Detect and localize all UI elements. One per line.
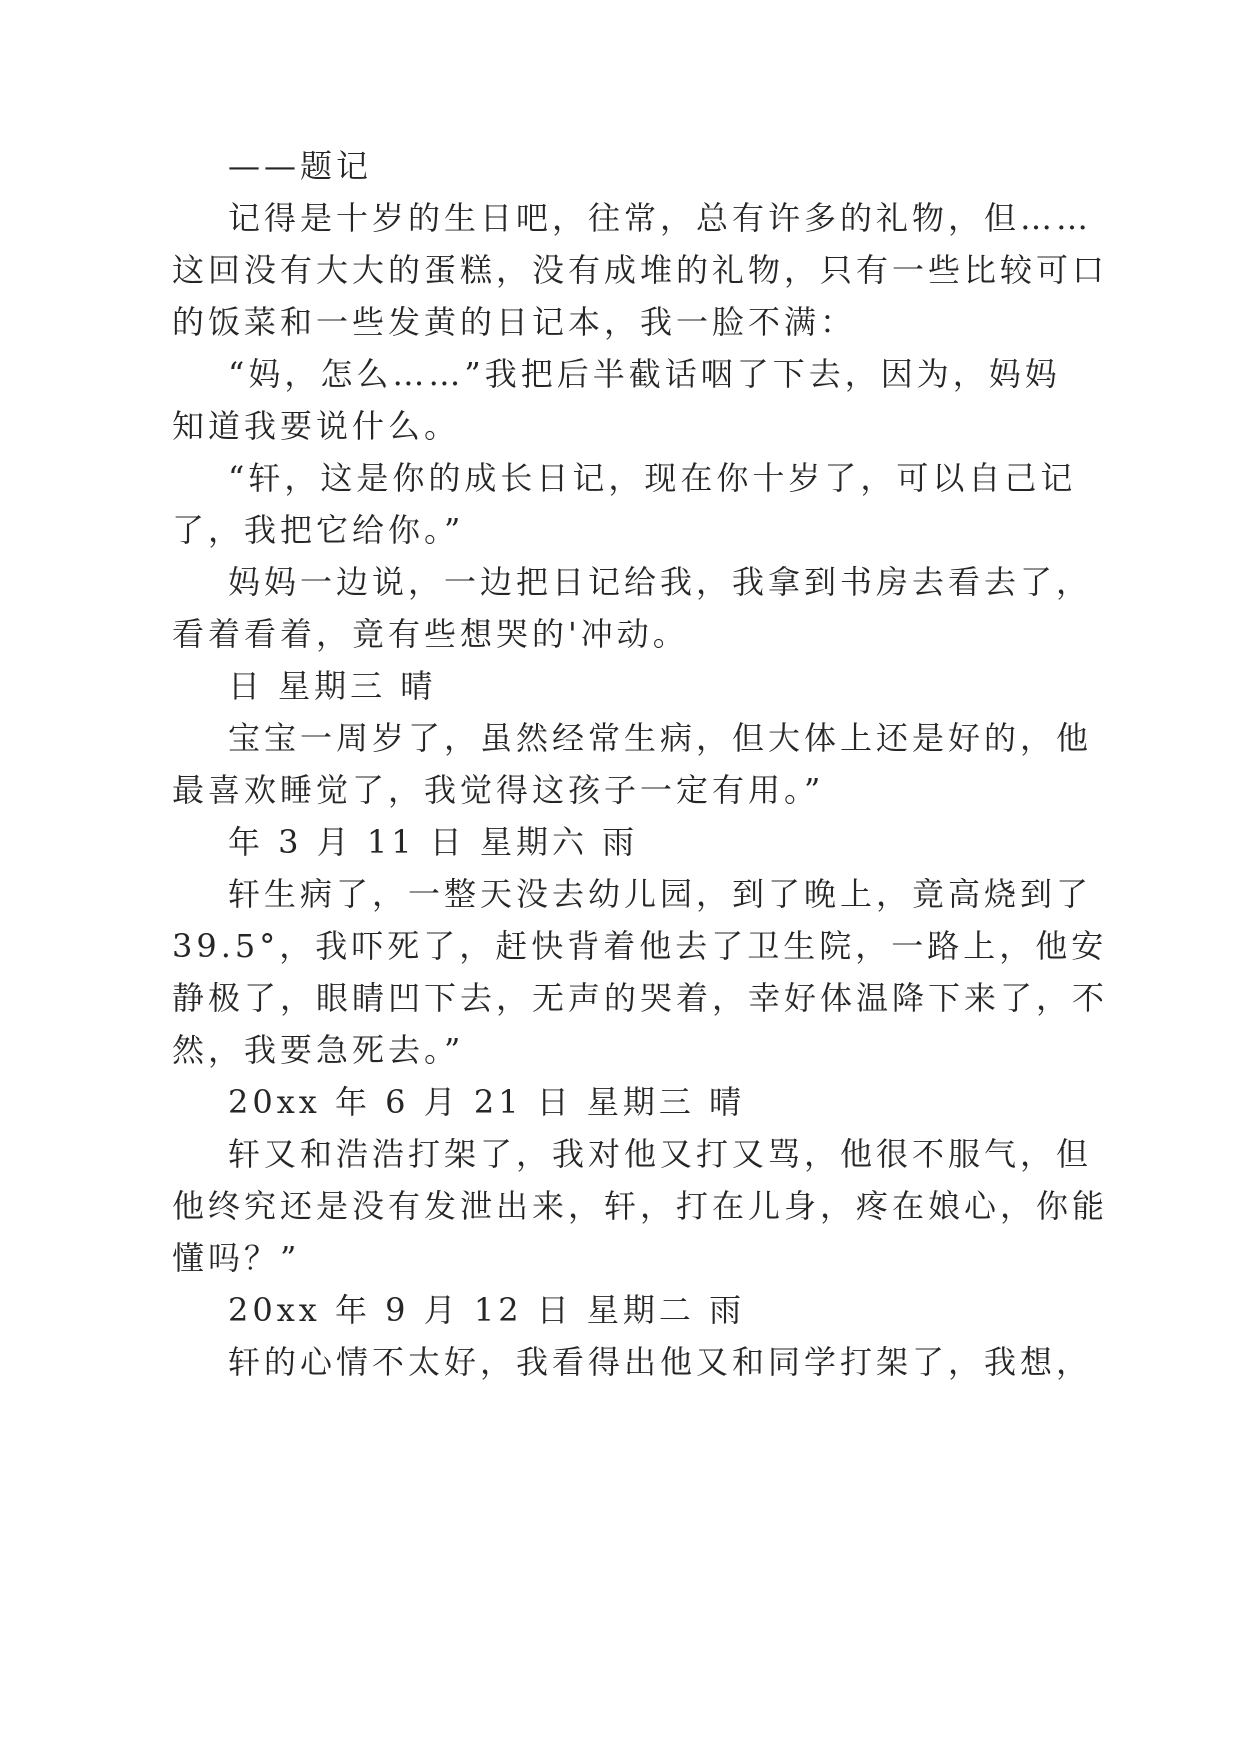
- paragraph-line: 轩又和浩浩打架了，我对他又打又骂，他很不服气，但: [228, 1135, 1093, 1173]
- paragraph-line: 轩生病了，一整天没去幼儿园，到了晚上，竟高烧到了: [228, 875, 1093, 913]
- paragraph-line: 最喜欢睡觉了，我觉得这孩子一定有用。”: [172, 771, 825, 809]
- paragraph-line: 39.5°，我吓死了，赶快背着他去了卫生院，一路上，他安: [172, 927, 1108, 965]
- diary-date-heading: 20xx 年 6 月 21 日 星期三 晴: [228, 1083, 746, 1121]
- paragraph-line: 静极了，眼睛凹下去，无声的哭着，幸好体温降下来了，不: [172, 979, 1109, 1017]
- paragraph-line: 宝宝一周岁了，虽然经常生病，但大体上还是好的，他: [228, 719, 1093, 757]
- epigraph-attribution: ——题记: [228, 147, 373, 185]
- paragraph-line: 这回没有大大的蛋糕，没有成堆的礼物，只有一些比较可口: [172, 251, 1109, 289]
- paragraph-line: 的饭菜和一些发黄的日记本，我一脸不满：: [172, 303, 857, 341]
- paragraph-line: 知道我要说什么。: [172, 407, 461, 445]
- paragraph-line: 看着看着，竟有些想哭的'冲动。: [172, 615, 689, 653]
- paragraph-line: “轩，这是你的成长日记，现在你十岁了，可以自己记: [228, 459, 1077, 497]
- diary-date-heading: 年 3 月 11 日 星期六 雨: [228, 823, 639, 861]
- paragraph-line: 了，我把它给你。”: [172, 511, 465, 549]
- paragraph-line: 他终究还是没有发泄出来，轩，打在儿身，疼在娘心，你能: [172, 1187, 1109, 1225]
- paragraph-line: 妈妈一边说，一边把日记给我，我拿到书房去看去了，: [228, 563, 1093, 601]
- paragraph-line: “妈，怎么……”我把后半截话咽了下去，因为，妈妈: [228, 355, 1061, 393]
- diary-date-heading: 20xx 年 9 月 12 日 星期二 雨: [228, 1291, 746, 1329]
- paragraph-line: 记得是十岁的生日吧，往常，总有许多的礼物，但……: [228, 199, 1093, 237]
- paragraph-line: 然，我要急死去。”: [172, 1031, 465, 1069]
- diary-date-heading: 日 星期三 晴: [228, 667, 437, 705]
- paragraph-line: 懂吗？”: [172, 1239, 301, 1277]
- paragraph-line: 轩的心情不太好，我看得出他又和同学打架了，我想，: [228, 1343, 1093, 1381]
